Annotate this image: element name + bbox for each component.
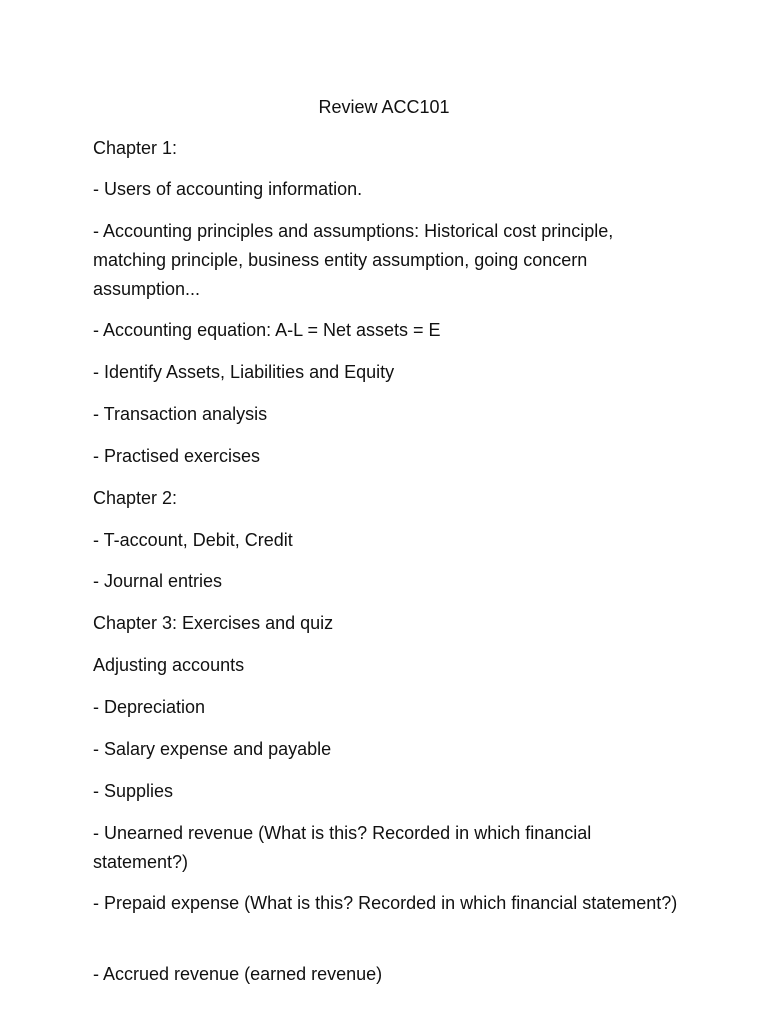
list-item: - Journal entries <box>93 571 223 591</box>
list-item: - Accounting principles and assumptions: Historical cost principle, matching principle, business entity assumption, going concern assumption... <box>93 221 614 299</box>
chapter-1-heading: Chapter 1: <box>93 138 178 158</box>
list-item: - Accounting equation: A-L = Net assets = E <box>93 320 441 340</box>
list-item: - Accrued revenue (earned revenue) <box>93 964 383 984</box>
list-item: - Salary expense and payable <box>93 739 332 759</box>
list-item: - Prepaid expense (What is this? Recorded in which financial statement?) <box>93 893 678 913</box>
list-item: - Unearned revenue (What is this? Recorded in which financial statement?) <box>93 823 592 872</box>
list-item: - T-account, Debit, Credit <box>93 530 293 550</box>
list-item: - Transaction analysis <box>93 404 268 424</box>
list-item: - Users of accounting information. <box>93 179 363 199</box>
list-item: - Identify Assets, Liabilities and Equity <box>93 362 395 382</box>
section-heading: Adjusting accounts <box>93 655 245 675</box>
document-title: Review ACC101 <box>318 97 450 117</box>
list-item: - Supplies <box>93 781 174 801</box>
list-item: - Depreciation <box>93 697 206 717</box>
chapter-3-heading: Chapter 3: Exercises and quiz <box>93 613 334 633</box>
list-item: - Practised exercises <box>93 446 261 466</box>
chapter-2-heading: Chapter 2: <box>93 488 178 508</box>
